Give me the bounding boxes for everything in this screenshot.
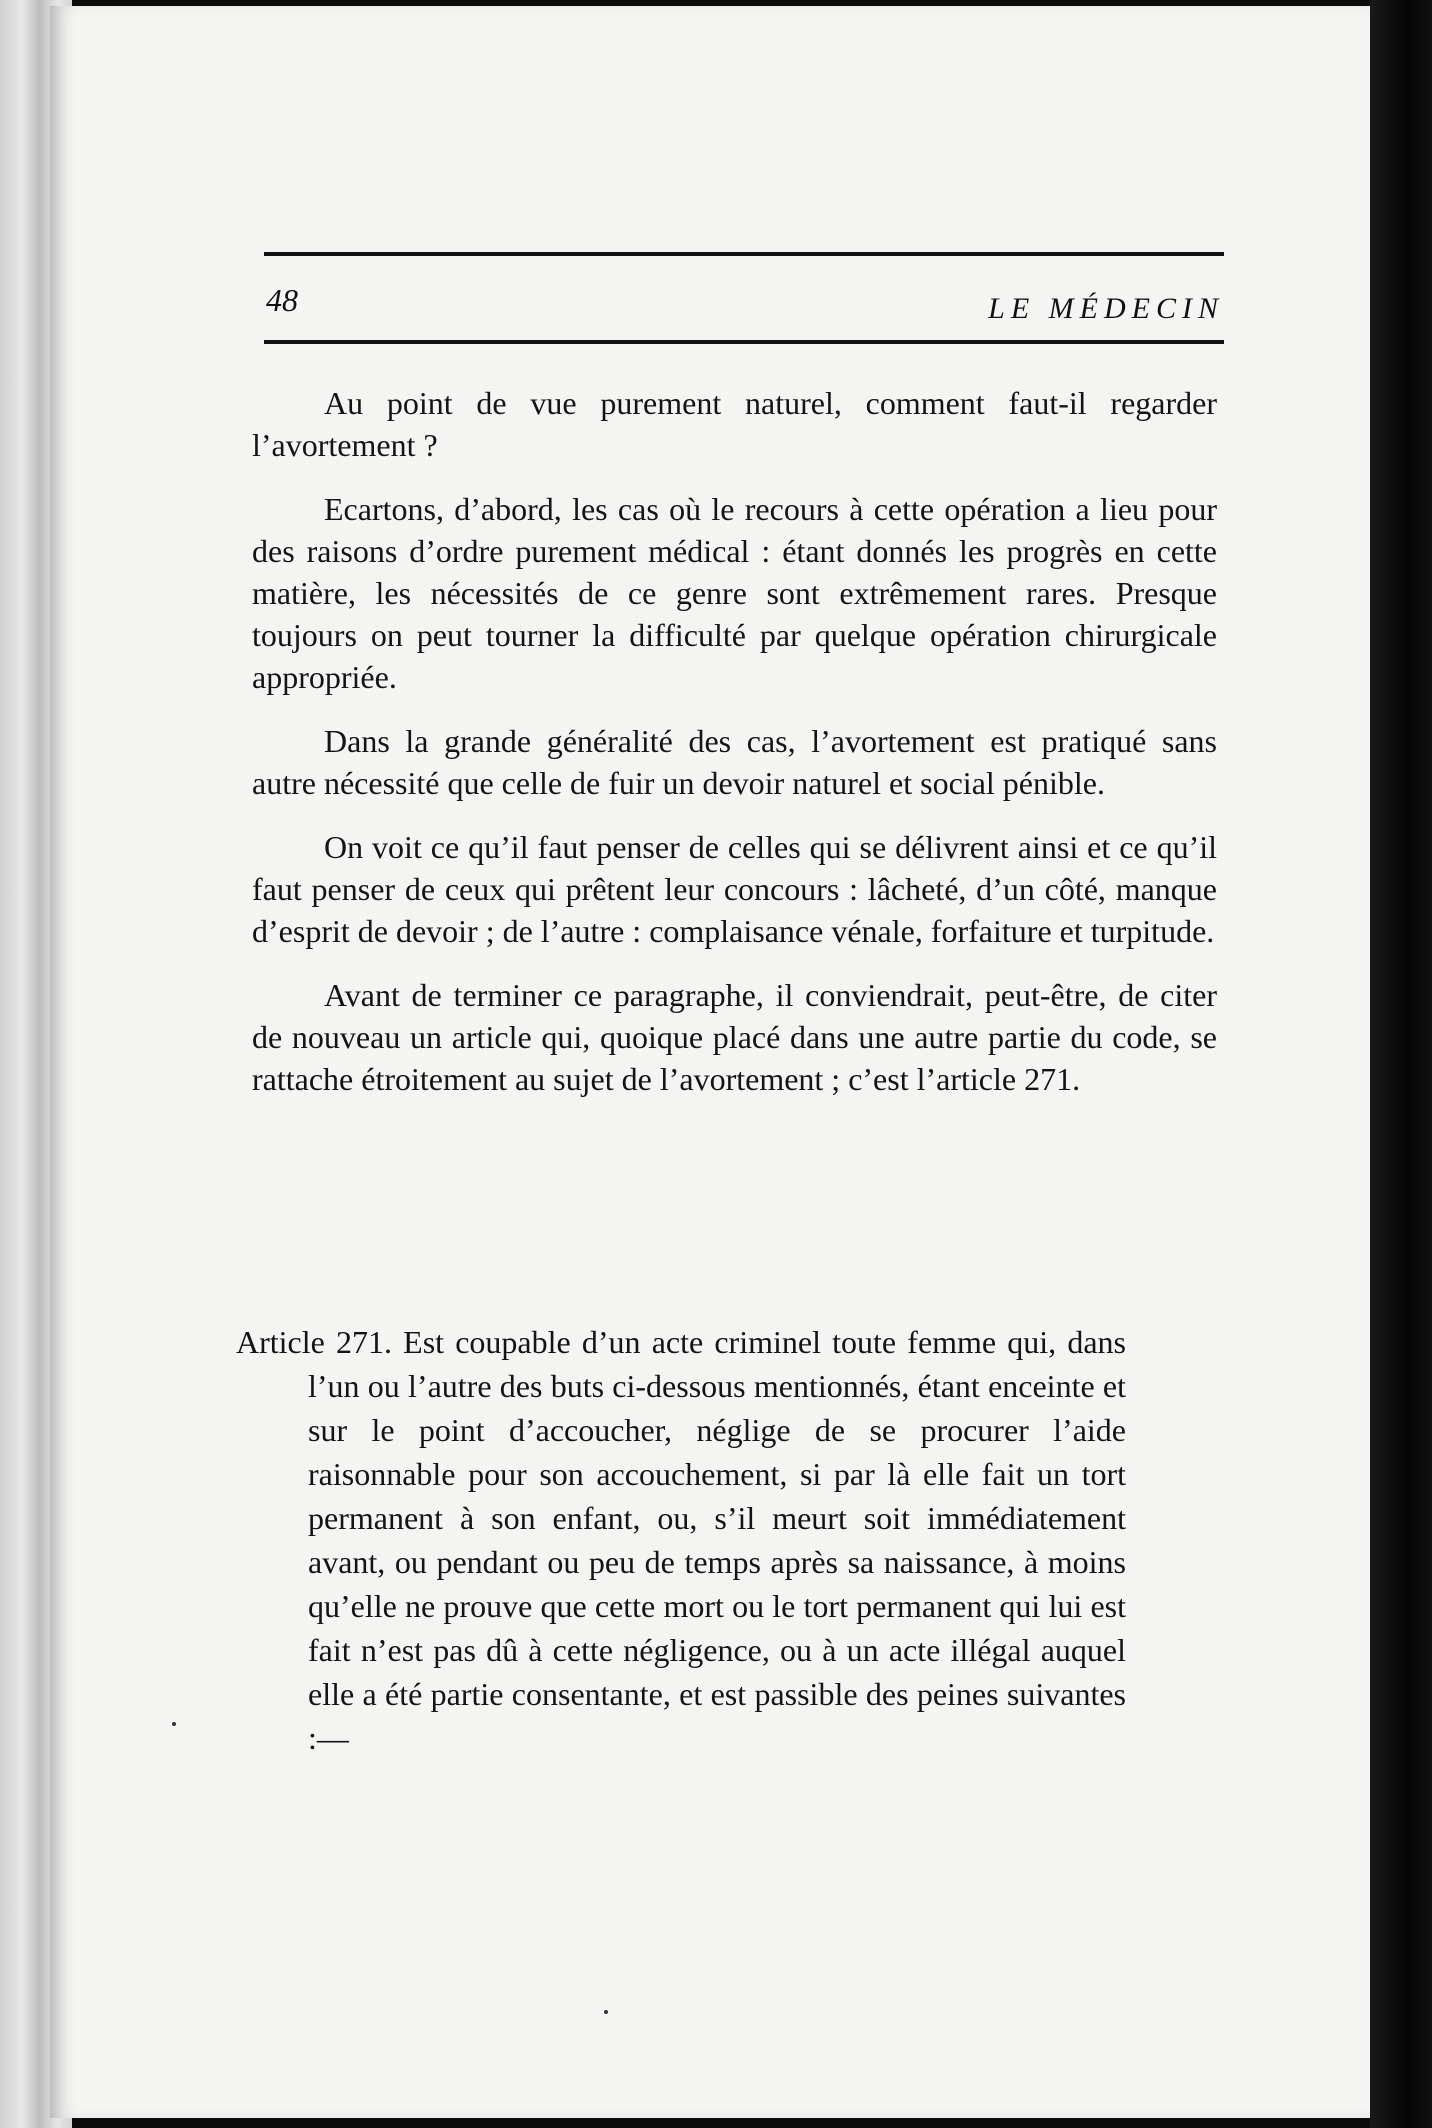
header-bottom-rule bbox=[264, 340, 1224, 344]
paragraph: Ecartons, d’abord, les cas où le recours à cette opération a lieu pour des raisons d’ordre purement médical : étant donnés les progrès en cette matière, les nécessités de ce genre sont extrêmement rares. Presque toujours on peut tourner la difficulté par quelque opération chirurgicale appropriée. bbox=[252, 491, 1217, 695]
paragraph: Avant de terminer ce paragraphe, il conviendrait, peut-être, de citer de nouveau un article qui, quoique placé dans une autre partie du code, se rattache étroitement au sujet de l’avortement ; c’est l’article 271. bbox=[252, 977, 1217, 1097]
paragraph: Au point de vue purement naturel, comment faut-il regarder l’avortement ? bbox=[252, 385, 1217, 463]
paragraph: On voit ce qu’il faut penser de celles qui se délivrent ainsi et ce qu’il faut penser de ceux qui prêtent leur concours : lâcheté, d’un côté, manque d’esprit de devoir ; de l’autre : complaisance vénale, forfaiture et turpitude. bbox=[252, 829, 1217, 949]
article-271-quote: Article 271. Est coupable d’un acte criminel toute femme qui, dans l’un ou l’autre des buts ci-dessous mentionnés, étant enceinte et sur le point d’accoucher, néglige de se procurer l’aide raisonnable pour son accouchement, si par là elle fait un tort permanent à son enfant, ou, s’il meurt soit immédiatement avant, ou pendant ou peu de temps après sa naissance, à moins qu’elle ne prouve que cette mort ou le tort permanent qui lui est fait n’est pas dû à cette négligence, ou à un acte illégal auquel elle a été partie consentante, et est passible des peines suivantes :— bbox=[236, 1324, 1126, 1756]
header-top-rule bbox=[264, 252, 1224, 256]
running-header bbox=[264, 282, 1224, 330]
binding-shadow bbox=[1370, 0, 1432, 2128]
running-title: LE MÉDECIN bbox=[988, 292, 1224, 325]
body-text bbox=[252, 382, 1217, 1122]
paragraph: Dans la grande généralité des cas, l’avortement est pratiqué sans autre nécessité que celle de fuir un devoir naturel et social pénible. bbox=[252, 723, 1217, 801]
print-speck bbox=[172, 1722, 176, 1726]
page-number: 48 bbox=[266, 282, 298, 318]
print-speck bbox=[604, 2010, 608, 2014]
